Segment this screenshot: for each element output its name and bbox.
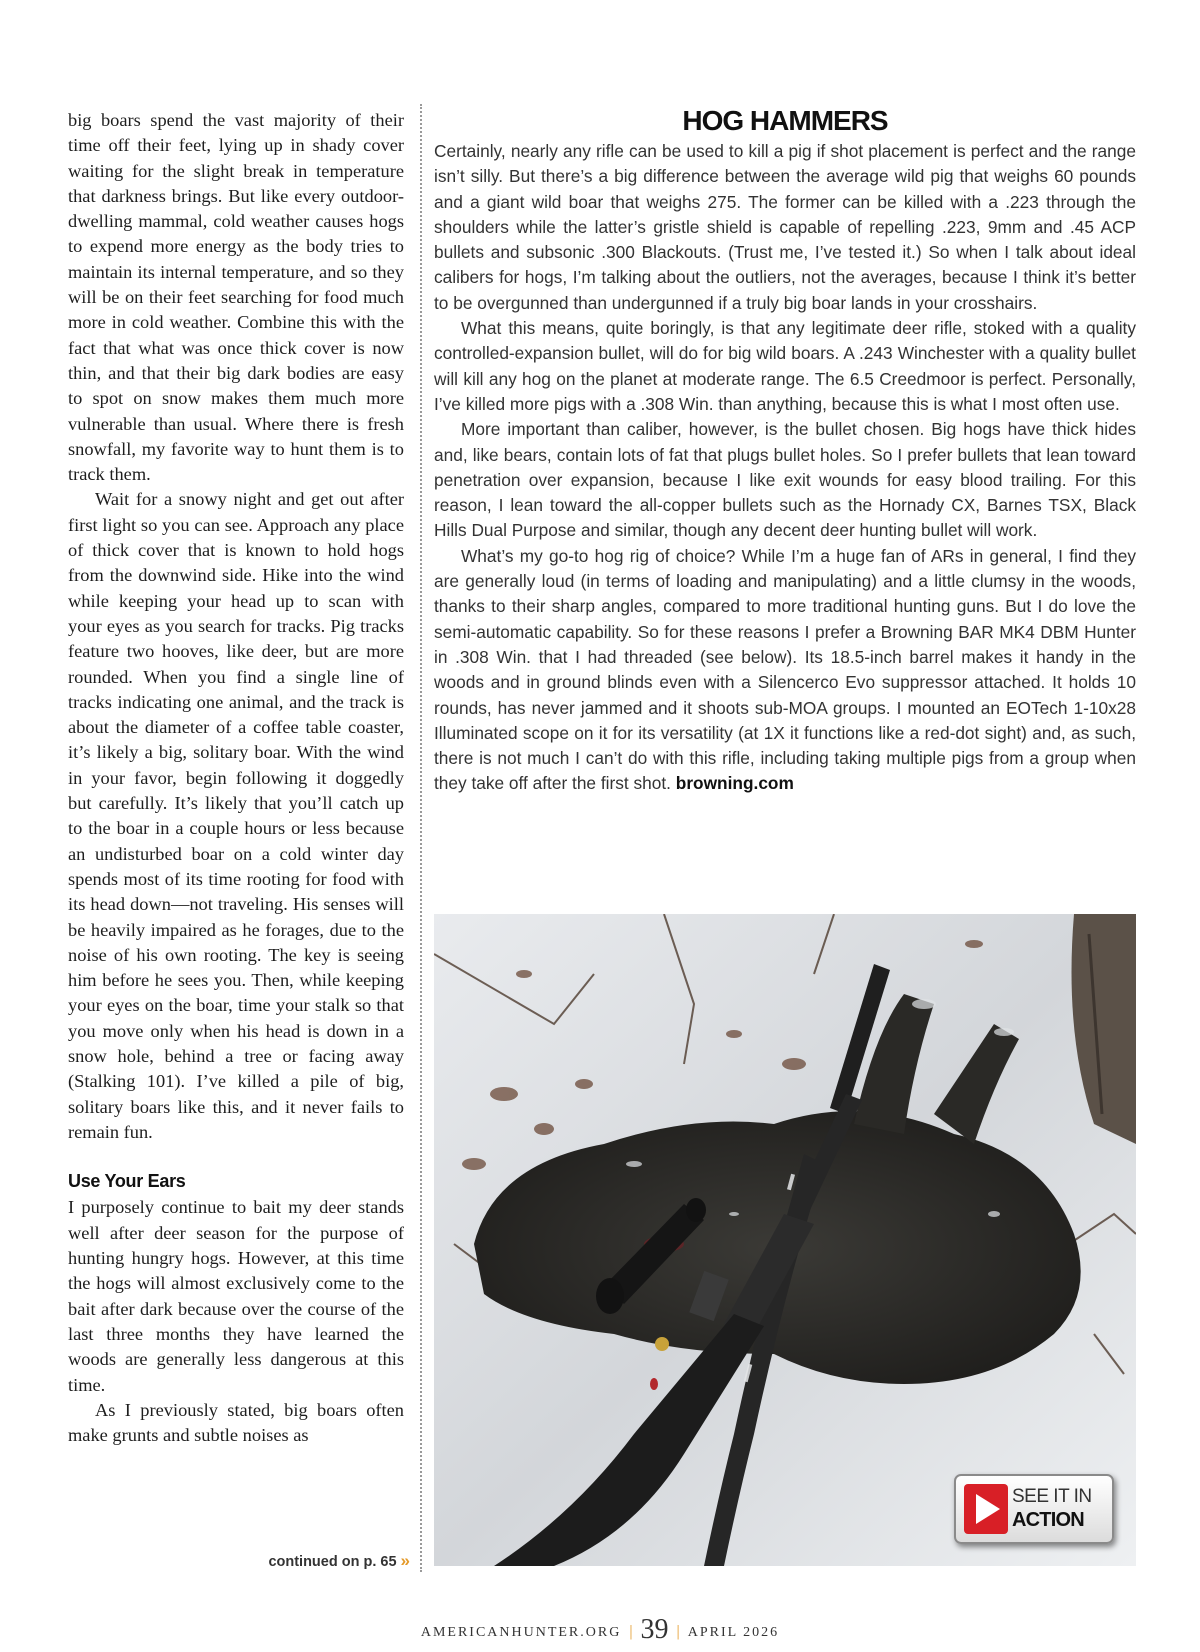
photo-illustration — [434, 914, 1136, 1566]
page-number: 39 — [640, 1614, 669, 1645]
right-paragraph-3: More important than caliber, however, is the bullet chosen. Big hogs have thick hides and, like bears, contain lots of fat that plugs bullet holes. So I prefer bullets that lean toward penetration over expansion, because I like exit wounds for easy blood trailing. For this reason, I lean toward the all-copper bullets such as the Hornady CX, Barnes TSX, Black Hills Dual Purpose and similar, though any decent deer hunting bullet will work. — [434, 419, 1136, 541]
footer-date: APRIL 2026 — [687, 1625, 780, 1640]
badge-line-2: ACTION — [1012, 1509, 1084, 1531]
hog-rifle-photo — [434, 914, 1136, 1566]
badge-line-1: SEE IT IN — [1012, 1486, 1092, 1507]
right-paragraph-1: Certainly, nearly any rifle can be used to kill a pig if shot placement is perfect and the range isn’t silly. But there’s a big difference between the average wild pig that weighs 60 pounds and a giant wild boar that weighs 275. The former can be killed with a .223 through the shoulders while the latter’s gristle shield is capable of repelling .223, 9mm and .45 ACP bullets and subsonic .300 Blackouts. (Trust me, I’ve tested it.) So when I talk about ideal calibers for hogs, I’m talking about the outliers, not the averages, because I think it’s better to be overgunned than undergunned if a truly big boar lands in your crosshairs. — [434, 141, 1136, 313]
column-divider — [420, 104, 422, 1572]
footer-separator-2: | — [676, 1623, 680, 1640]
continued-note[interactable] — [268, 1551, 410, 1571]
right-paragraph-4-text: What’s my go-to hog rig of choice? While I’m a huge fan of ARs in general, I find they are generally loud (in terms of loading and manipulating) and a little clumsy in the woods, thanks to their sharp angles, compared to more traditional hunting guns. But I do love the semi-automatic capability. So for these reasons I prefer a Browning BAR MK4 DBM Hunter in .308 Win. that I had threaded (see below). Its 18.5-inch barrel makes it handy in the woods and in ground blinds even with a Silencerco Evo suppressor attached. It holds 10 rounds, has never jammed and it shoots sub-MOA groups. I mounted an EOTech 1-10x28 Illuminated scope on it for its versatility (at 1X it functions like a red-dot sight) and, as such, there is not much I can’t do with this rifle, including taking multiple pigs from a group when they take off after the first shot. — [434, 545, 1136, 794]
footer-site[interactable]: AMERICANHUNTER.ORG — [420, 1625, 622, 1640]
left-paragraph-4: As I previously stated, big boars often make grunts and subtle noises as — [68, 1399, 404, 1446]
footer-separator-1: | — [629, 1623, 633, 1640]
page-footer — [0, 1614, 1200, 1646]
left-paragraph-2: Wait for a snowy night and get out after first light so you can see. Approach any place of thick cover that is known to hold hogs from the downwind side. Hike into the wind while keeping your head up to scan with your eyes as you search for tracks. Pig tracks feature two hooves, like deer, but are more rounded. When you find a single line of tracks indicating one animal, and the track is about the diameter of a coffee table coaster, it’s likely a big, solitary boar. With the wind in your favor, begin following it doggedly but carefully. It’s likely that you’ll catch up to the boar in a couple hours or less because an undisturbed boar on a cold winter day spends most of its time rooting for food with its head down—not traveling. His senses will be heavily impaired as he forages, due to the noise of his own rooting. The key is seeing him before he sees you. Then, while keeping your eyes on the boar, time your stalk so that you move only when his head is down in a snow hole, behind a tree or facing away (Stalking 101). I’ve killed a pile of big, solitary boars like this, and it never fails to remain fun. — [68, 489, 404, 1142]
browning-link[interactable]: browning.com — [675, 773, 794, 794]
double-chevron-icon: » — [400, 1551, 410, 1570]
see-it-in-action-badge[interactable] — [954, 1474, 1114, 1544]
sidebar-heading: HOG HAMMERS — [682, 105, 888, 136]
right-paragraph-2: What this means, quite boringly, is that any legitimate deer rifle, stoked with a quality controlled-expansion bullet, will do for big wild boars. A .243 Winchester with a quality bullet will kill any hog on the planet at moderate range. The 6.5 Creedmoor is perfect. Personally, I’ve killed more pigs with a .308 Win. than anything, because this is what I most often use. — [434, 318, 1136, 414]
right-paragraph-4 — [434, 544, 1136, 797]
continued-text: continued on p. 65 — [268, 1554, 397, 1570]
left-paragraph-1: big boars spend the vast majority of their time off their feet, lying up in shady cover waiting for the slight break in temperature that darkness brings. But like every outdoor-dwelling mammal, cold weather causes hogs to expend more energy as the body tries to maintain its internal temperature, and so they will be on their feet searching for food much more in cold weather. Combine this with the fact that what was once thick cover is now thin, and that their big dark bodies are easy to spot on snow makes them much more vulnerable than usual. Where there is fresh snowfall, my favorite way to hunt them is to track them. — [68, 110, 404, 485]
subhead-use-your-ears: Use Your Ears — [68, 1171, 186, 1192]
left-paragraph-3: I purposely continue to bait my deer stands well after deer season for the purpose of hunting hungry hogs. However, at this time the hogs will almost exclusively come to the bait after dark because over the course of the last three months they have learned the woods are generally less dangerous at this time. — [68, 1197, 404, 1395]
right-column — [434, 104, 1136, 797]
play-icon — [964, 1484, 1008, 1534]
left-column — [68, 108, 404, 1448]
